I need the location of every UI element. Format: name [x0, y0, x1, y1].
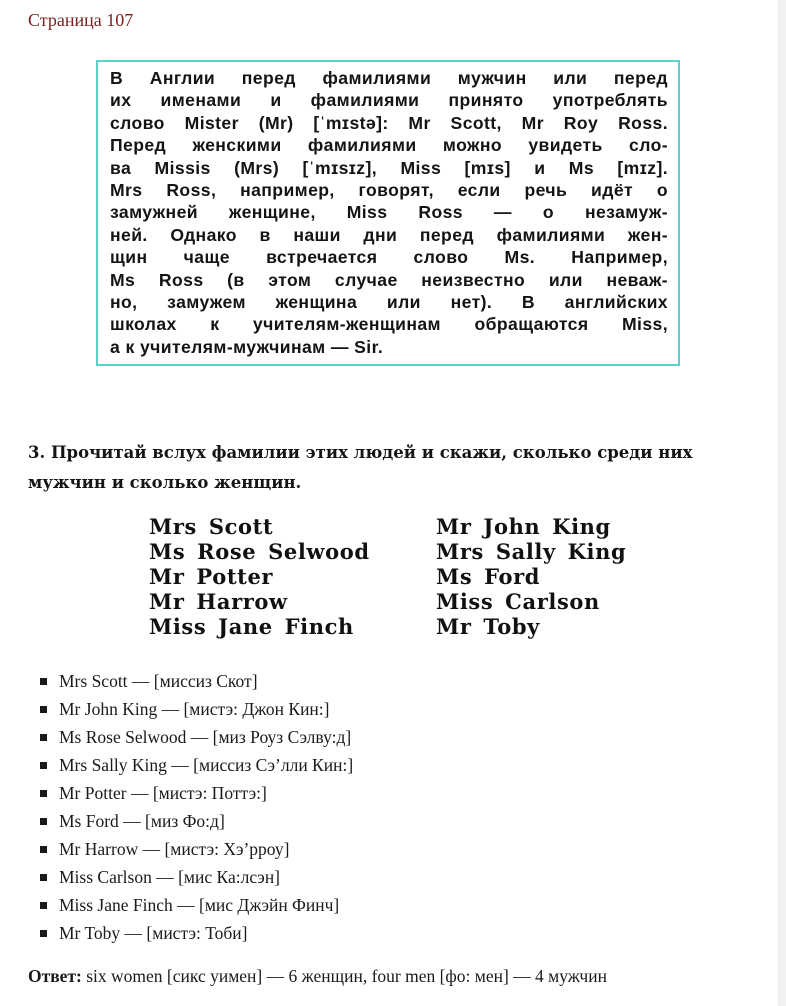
info-line: щин чаще встречается слово Ms. Например,	[110, 247, 668, 268]
info-line: школах к учителям-женщинам обращаются Miss,	[110, 314, 668, 335]
list-item	[40, 891, 353, 919]
list-item-text: Mr Toby — [мистэ: Тоби]	[59, 923, 248, 943]
list-item-text: Mrs Scott — [миссиз Скот]	[59, 671, 258, 691]
list-item	[40, 779, 353, 807]
list-item-text: Miss Jane Finch — [мис Джэйн Финч]	[59, 895, 340, 915]
name-item: Mrs Sally King	[436, 539, 627, 564]
bullet-icon	[40, 678, 47, 685]
info-line: замужней женщине, Miss Ross — о незамуж-	[110, 202, 668, 223]
bullet-icon	[40, 874, 47, 881]
info-line: ва Missis (Mrs) [ˈmɪsɪz], Miss [mɪs] и Ms [mɪz].	[110, 157, 668, 178]
name-item: Mr Toby	[436, 614, 540, 639]
info-line: Mrs Ross, например, говорят, если речь идёт о	[110, 180, 668, 201]
names-column-left	[149, 514, 370, 639]
list-item-text: Mr Harrow — [мистэ: Хэ’рроу]	[59, 839, 290, 859]
list-item-text: Mrs Sally King — [миссиз Сэ’лли Кин:]	[59, 755, 354, 775]
name-item: Miss Carlson	[436, 589, 600, 614]
name-item: Mr John King	[436, 514, 611, 539]
bullet-icon	[40, 930, 47, 937]
list-item	[40, 751, 353, 779]
list-item	[40, 723, 353, 751]
name-item: Mr Harrow	[149, 589, 288, 614]
bullet-icon	[40, 734, 47, 741]
info-line: но, замужем женщина или нет). В английских	[110, 292, 668, 313]
answer-line	[28, 962, 607, 990]
bullet-icon	[40, 818, 47, 825]
list-item-text: Mr John King — [мистэ: Джон Кин:]	[59, 699, 330, 719]
name-item: Ms Ford	[436, 564, 541, 589]
info-line: слово Mister (Mr) [ˈmɪstə]: Mr Scott, Mr Roy Ross.	[110, 112, 668, 133]
list-item-text: Miss Carlson — [мис Ка:лсэн]	[59, 867, 281, 887]
scrollbar-track[interactable]	[778, 0, 786, 1006]
list-item	[40, 863, 353, 891]
info-line: Ms Ross (в этом случае неизвестно или неваж-	[110, 269, 668, 290]
name-item: Mr Potter	[149, 564, 274, 589]
names-column-right	[436, 514, 626, 639]
answer-label: Ответ:	[28, 966, 82, 986]
info-line: В Англии перед фамилиями мужчин или перед	[110, 68, 668, 88]
info-line: а к учителям-мужчинам — Sir.	[110, 336, 384, 357]
info-line: ней. Однако в наши дни перед фамилиями жен-	[110, 224, 668, 245]
name-item: Miss Jane Finch	[149, 614, 354, 639]
list-item	[40, 667, 353, 695]
list-item-text: Ms Rose Selwood — [миз Роуз Сэлву:д]	[59, 727, 352, 747]
transcription-list	[40, 667, 353, 947]
bullet-icon	[40, 790, 47, 797]
page-number-link[interactable]: Страница 107	[28, 10, 134, 30]
name-item: Ms Rose Selwood	[149, 539, 370, 564]
name-item: Mrs Scott	[149, 514, 274, 539]
list-item	[40, 919, 353, 947]
list-item	[40, 807, 353, 835]
bullet-icon	[40, 762, 47, 769]
bullet-icon	[40, 846, 47, 853]
answer-text: six women [сикс уимен] — 6 женщин, four men [фо: мен] — 4 мужчин	[81, 966, 607, 986]
bullet-icon	[40, 706, 47, 713]
list-item	[40, 835, 353, 863]
bullet-icon	[40, 902, 47, 909]
info-line: Перед женскими фамилиями можно увидеть сло-	[110, 135, 668, 156]
list-item-text: Mr Potter — [мистэ: Поттэ:]	[59, 783, 267, 803]
task-heading: 3. Прочитай вслух фамилии этих людей и скажи, сколько среди них мужчин и сколько женщин.	[28, 443, 693, 492]
list-item-text: Ms Ford — [миз Фо:д]	[59, 811, 225, 831]
grammar-info-box	[96, 60, 680, 366]
list-item	[40, 695, 353, 723]
info-line: их именами и фамилиями принято употреблять	[110, 90, 668, 111]
